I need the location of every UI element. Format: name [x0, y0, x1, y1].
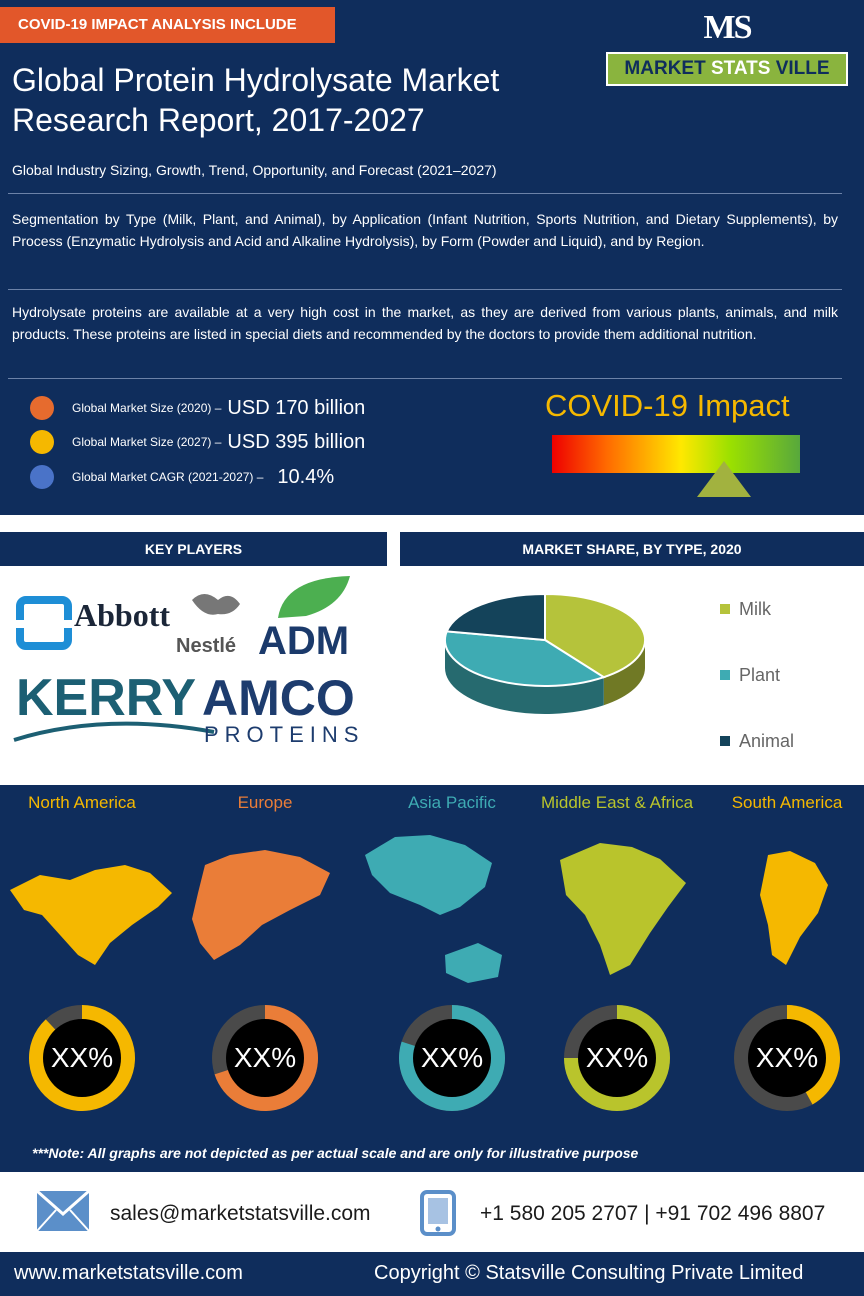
donut-value: XX% [420, 1042, 484, 1073]
report-subtitle: Global Industry Sizing, Growth, Trend, Opportunity, and Forecast (2021–2027) [12, 162, 497, 178]
brand-logo[interactable] [606, 8, 848, 86]
stat-market-size-2027: Global Market Size (2027) – USD 395 billion [30, 429, 365, 455]
email-icon [36, 1190, 90, 1232]
phone-icon [420, 1190, 456, 1236]
donut-value: XX% [585, 1042, 649, 1073]
key-players-header: KEY PLAYERS [0, 532, 387, 566]
region-label-asia-pacific: Asia Pacific [408, 793, 496, 812]
market-share-header: MARKET SHARE, BY TYPE, 2020 [400, 532, 864, 566]
pie-slice-animal [447, 594, 545, 640]
donut-value: XX% [50, 1042, 114, 1073]
copyright-text: Copyright © Statsville Consulting Private Limited [374, 1262, 804, 1284]
legend-swatch-animal [720, 736, 730, 746]
bullet-icon [30, 396, 54, 420]
gauge-pointer-icon [697, 461, 751, 497]
key-players-logos [10, 570, 385, 755]
region-label-middle-east-africa: Middle East & Africa [540, 793, 694, 812]
region-donut [399, 1005, 505, 1111]
svg-text:Nestlé: Nestlé [176, 635, 237, 657]
north-america-map-icon [10, 865, 172, 965]
bullet-icon [30, 465, 54, 489]
europe-map-icon [192, 850, 330, 960]
legend-label-animal: Animal [739, 731, 795, 751]
region-label-europe: Europe [237, 793, 293, 812]
divider [8, 193, 842, 194]
brand-mark: MS [703, 9, 751, 46]
stat-market-size-2020: Global Market Size (2020) – USD 170 billion [30, 395, 365, 421]
covid-impact-title: COVID-19 Impact [545, 388, 790, 423]
bullet-icon [30, 430, 54, 454]
svg-text:PROTEINS: PROTEINS [204, 722, 365, 747]
email-link[interactable]: sales@marketstatsville.com [110, 1202, 371, 1225]
stat-market-cagr: Global Market CAGR (2021-2027) – 10.4% [30, 464, 334, 490]
segmentation-text: Segmentation by Type (Milk, Plant, and Animal), by Application (Infant Nutrition, Sports Nutrition, and Dietary Supplements), by Process (Enzymatic Hydrolysis and Acid and Alkaline Hydrolysis), by Form (Powder and Liquid), and by Region. [12, 211, 838, 249]
svg-text:Abbott: Abbott [74, 597, 171, 633]
region-donut [212, 1005, 318, 1111]
svg-text:AMCO: AMCO [202, 670, 355, 726]
svg-text:ADM: ADM [258, 619, 350, 663]
market-share-pie-chart [440, 588, 680, 738]
region-donut [564, 1005, 670, 1111]
brand-name: MARKET STATS VILLE [606, 52, 848, 86]
legend-swatch-plant [720, 670, 730, 680]
region-donut [734, 1005, 840, 1111]
illustrative-note: ***Note: All graphs are not depicted as per actual scale and are only for illustrative purpose [32, 1145, 639, 1161]
legend-label-milk: Milk [739, 599, 771, 619]
kerry-logo [14, 669, 214, 740]
covid-analysis-tag: COVID-19 IMPACT ANALYSIS INCLUDE [0, 7, 335, 43]
amco-logo [202, 670, 364, 747]
divider [8, 289, 842, 290]
covid-impact-gauge [552, 435, 800, 473]
legend-swatch-milk [720, 604, 730, 614]
legend-label-plant: Plant [739, 665, 781, 685]
svg-text:KERRY: KERRY [16, 669, 197, 727]
region-donut [29, 1005, 135, 1111]
region-label-south-america: South America [731, 793, 843, 812]
website-link[interactable]: www.marketstatsville.com [14, 1262, 243, 1284]
report-title: Global Protein Hydrolysate Market Research Report, 2017-2027 [12, 62, 500, 138]
divider [8, 378, 842, 379]
middle-east-africa-map-icon [560, 843, 686, 975]
abbott-logo [16, 597, 170, 646]
south-america-map-icon [760, 851, 828, 965]
region-label-north-america: North America [28, 793, 136, 812]
phone-numbers[interactable]: +1 580 205 2707 | +91 702 496 8807 [480, 1202, 826, 1225]
pie-legend [700, 590, 840, 760]
description-text: Hydrolysate proteins are available at a very high cost in the market, as they are derived from various plants, animals, and milk products. These proteins are listed in special diets and recommended by the doctors to provide them additional nutrition. [12, 304, 838, 342]
region-maps [0, 815, 864, 995]
donut-value: XX% [755, 1042, 819, 1073]
donut-value: XX% [233, 1042, 297, 1073]
asia-pacific-map-icon [365, 835, 502, 983]
adm-logo [258, 576, 350, 663]
nestle-logo [176, 594, 240, 657]
